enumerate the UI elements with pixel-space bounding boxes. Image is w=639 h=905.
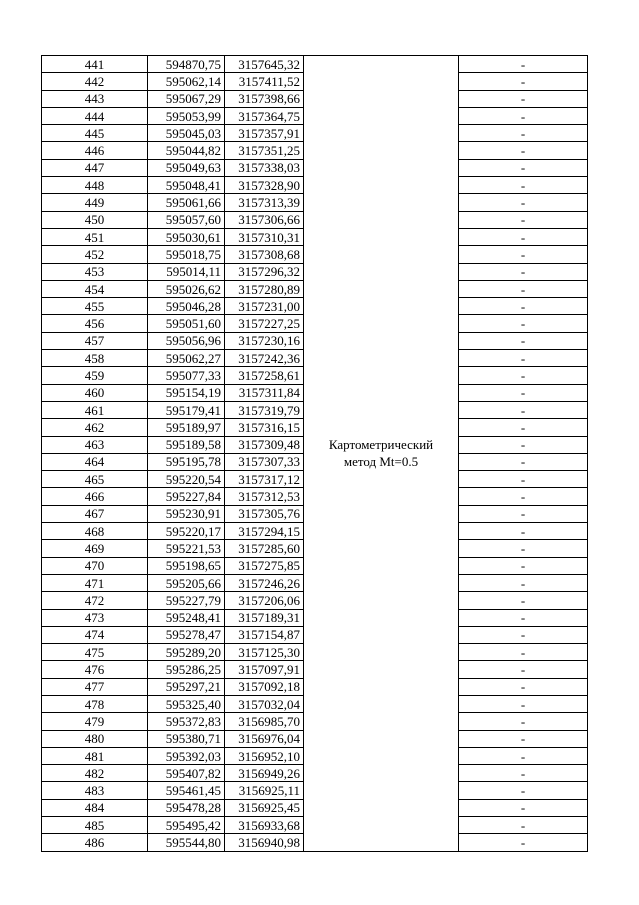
x-coordinate-cell: 595195,78	[148, 453, 225, 470]
x-coordinate-cell: 595221,53	[148, 540, 225, 557]
y-coordinate-cell: 3157319,79	[225, 401, 304, 418]
x-coordinate-cell: 594870,75	[148, 56, 225, 73]
y-coordinate-cell: 3157309,48	[225, 436, 304, 453]
point-number-cell: 448	[42, 177, 148, 194]
note-cell: -	[459, 488, 588, 505]
point-number-cell: 455	[42, 298, 148, 315]
x-coordinate-cell: 595372,83	[148, 713, 225, 730]
x-coordinate-cell: 595154,19	[148, 384, 225, 401]
point-number-cell: 463	[42, 436, 148, 453]
method-label-line1: Картометрический	[328, 437, 434, 453]
x-coordinate-cell: 595289,20	[148, 644, 225, 661]
point-number-cell: 473	[42, 609, 148, 626]
note-cell: -	[459, 471, 588, 488]
x-coordinate-cell: 595061,66	[148, 194, 225, 211]
x-coordinate-cell: 595189,58	[148, 436, 225, 453]
note-cell: -	[459, 695, 588, 712]
x-coordinate-cell: 595026,62	[148, 280, 225, 297]
y-coordinate-cell: 3156985,70	[225, 713, 304, 730]
point-number-cell: 484	[42, 799, 148, 816]
x-coordinate-cell: 595048,41	[148, 177, 225, 194]
point-number-cell: 454	[42, 280, 148, 297]
y-coordinate-cell: 3157351,25	[225, 142, 304, 159]
point-number-cell: 447	[42, 159, 148, 176]
x-coordinate-cell: 595198,65	[148, 557, 225, 574]
point-number-cell: 457	[42, 332, 148, 349]
point-number-cell: 459	[42, 367, 148, 384]
y-coordinate-cell: 3156952,10	[225, 747, 304, 764]
x-coordinate-cell: 595286,25	[148, 661, 225, 678]
point-number-cell: 483	[42, 782, 148, 799]
x-coordinate-cell: 595045,03	[148, 125, 225, 142]
point-number-cell: 449	[42, 194, 148, 211]
note-cell: -	[459, 574, 588, 591]
note-cell: -	[459, 765, 588, 782]
y-coordinate-cell: 3157227,25	[225, 315, 304, 332]
point-number-cell: 443	[42, 90, 148, 107]
point-number-cell: 444	[42, 107, 148, 124]
y-coordinate-cell: 3157097,91	[225, 661, 304, 678]
note-cell: -	[459, 125, 588, 142]
point-number-cell: 466	[42, 488, 148, 505]
x-coordinate-cell: 595230,91	[148, 505, 225, 522]
x-coordinate-cell: 595220,54	[148, 471, 225, 488]
y-coordinate-cell: 3157317,12	[225, 471, 304, 488]
point-number-cell: 452	[42, 246, 148, 263]
point-number-cell: 480	[42, 730, 148, 747]
note-cell: -	[459, 453, 588, 470]
note-cell: -	[459, 419, 588, 436]
y-coordinate-cell: 3157189,31	[225, 609, 304, 626]
point-number-cell: 470	[42, 557, 148, 574]
y-coordinate-cell: 3157032,04	[225, 695, 304, 712]
x-coordinate-cell: 595325,40	[148, 695, 225, 712]
note-cell: -	[459, 523, 588, 540]
point-number-cell: 446	[42, 142, 148, 159]
point-number-cell: 486	[42, 834, 148, 851]
y-coordinate-cell: 3157411,52	[225, 73, 304, 90]
x-coordinate-cell: 595407,82	[148, 765, 225, 782]
x-coordinate-cell: 595179,41	[148, 401, 225, 418]
y-coordinate-cell: 3157258,61	[225, 367, 304, 384]
point-number-cell: 460	[42, 384, 148, 401]
method-label-line2: метод Mt=0.5	[343, 454, 419, 470]
x-coordinate-cell: 595067,29	[148, 90, 225, 107]
note-cell: -	[459, 540, 588, 557]
note-cell: -	[459, 90, 588, 107]
y-coordinate-cell: 3156940,98	[225, 834, 304, 851]
point-number-cell: 475	[42, 644, 148, 661]
note-cell: -	[459, 817, 588, 834]
y-coordinate-cell: 3157310,31	[225, 228, 304, 245]
y-coordinate-cell: 3157275,85	[225, 557, 304, 574]
note-cell: -	[459, 228, 588, 245]
y-coordinate-cell: 3157230,16	[225, 332, 304, 349]
note-cell: -	[459, 644, 588, 661]
point-number-cell: 478	[42, 695, 148, 712]
note-cell: -	[459, 211, 588, 228]
coordinates-table-body	[42, 56, 588, 852]
table-row	[42, 56, 588, 73]
note-cell: -	[459, 56, 588, 73]
point-number-cell: 476	[42, 661, 148, 678]
point-number-cell: 451	[42, 228, 148, 245]
x-coordinate-cell: 595018,75	[148, 246, 225, 263]
x-coordinate-cell: 595044,82	[148, 142, 225, 159]
y-coordinate-cell: 3157398,66	[225, 90, 304, 107]
y-coordinate-cell: 3157246,26	[225, 574, 304, 591]
note-cell: -	[459, 782, 588, 799]
x-coordinate-cell: 595030,61	[148, 228, 225, 245]
point-number-cell: 441	[42, 56, 148, 73]
point-number-cell: 465	[42, 471, 148, 488]
y-coordinate-cell: 3157305,76	[225, 505, 304, 522]
y-coordinate-cell: 3157312,53	[225, 488, 304, 505]
point-number-cell: 481	[42, 747, 148, 764]
point-number-cell: 461	[42, 401, 148, 418]
x-coordinate-cell: 595461,45	[148, 782, 225, 799]
x-coordinate-cell: 595495,42	[148, 817, 225, 834]
x-coordinate-cell: 595392,03	[148, 747, 225, 764]
point-number-cell: 468	[42, 523, 148, 540]
y-coordinate-cell: 3156925,11	[225, 782, 304, 799]
y-coordinate-cell: 3157294,15	[225, 523, 304, 540]
y-coordinate-cell: 3157307,33	[225, 453, 304, 470]
note-cell: -	[459, 73, 588, 90]
y-coordinate-cell: 3157280,89	[225, 280, 304, 297]
y-coordinate-cell: 3157296,32	[225, 263, 304, 280]
note-cell: -	[459, 730, 588, 747]
point-number-cell: 445	[42, 125, 148, 142]
point-number-cell: 479	[42, 713, 148, 730]
note-cell: -	[459, 142, 588, 159]
note-cell: -	[459, 246, 588, 263]
point-number-cell: 471	[42, 574, 148, 591]
x-coordinate-cell: 595227,79	[148, 592, 225, 609]
x-coordinate-cell: 595014,11	[148, 263, 225, 280]
y-coordinate-cell: 3157328,90	[225, 177, 304, 194]
x-coordinate-cell: 595053,99	[148, 107, 225, 124]
y-coordinate-cell: 3156925,45	[225, 799, 304, 816]
y-coordinate-cell: 3157231,00	[225, 298, 304, 315]
y-coordinate-cell: 3157645,32	[225, 56, 304, 73]
point-number-cell: 482	[42, 765, 148, 782]
note-cell: -	[459, 315, 588, 332]
x-coordinate-cell: 595478,28	[148, 799, 225, 816]
x-coordinate-cell: 595205,66	[148, 574, 225, 591]
point-number-cell: 458	[42, 350, 148, 367]
x-coordinate-cell: 595248,41	[148, 609, 225, 626]
x-coordinate-cell: 595544,80	[148, 834, 225, 851]
note-cell: -	[459, 384, 588, 401]
point-number-cell: 450	[42, 211, 148, 228]
note-cell: -	[459, 280, 588, 297]
note-cell: -	[459, 592, 588, 609]
y-coordinate-cell: 3157154,87	[225, 626, 304, 643]
y-coordinate-cell: 3156976,04	[225, 730, 304, 747]
point-number-cell: 485	[42, 817, 148, 834]
note-cell: -	[459, 609, 588, 626]
point-number-cell: 464	[42, 453, 148, 470]
note-cell: -	[459, 436, 588, 453]
y-coordinate-cell: 3157308,68	[225, 246, 304, 263]
point-number-cell: 442	[42, 73, 148, 90]
x-coordinate-cell: 595380,71	[148, 730, 225, 747]
note-cell: -	[459, 194, 588, 211]
point-number-cell: 462	[42, 419, 148, 436]
x-coordinate-cell: 595056,96	[148, 332, 225, 349]
point-number-cell: 467	[42, 505, 148, 522]
x-coordinate-cell: 595062,14	[148, 73, 225, 90]
x-coordinate-cell: 595051,60	[148, 315, 225, 332]
note-cell: -	[459, 747, 588, 764]
x-coordinate-cell: 595220,17	[148, 523, 225, 540]
note-cell: -	[459, 350, 588, 367]
x-coordinate-cell: 595189,97	[148, 419, 225, 436]
note-cell: -	[459, 505, 588, 522]
note-cell: -	[459, 401, 588, 418]
note-cell: -	[459, 107, 588, 124]
point-number-cell: 469	[42, 540, 148, 557]
x-coordinate-cell: 595278,47	[148, 626, 225, 643]
note-cell: -	[459, 298, 588, 315]
y-coordinate-cell: 3156949,26	[225, 765, 304, 782]
x-coordinate-cell: 595062,27	[148, 350, 225, 367]
point-number-cell: 456	[42, 315, 148, 332]
point-number-cell: 474	[42, 626, 148, 643]
point-number-cell: 477	[42, 678, 148, 695]
note-cell: -	[459, 159, 588, 176]
y-coordinate-cell: 3157242,36	[225, 350, 304, 367]
note-cell: -	[459, 177, 588, 194]
method-cell	[304, 56, 459, 852]
y-coordinate-cell: 3157311,84	[225, 384, 304, 401]
note-cell: -	[459, 367, 588, 384]
note-cell: -	[459, 332, 588, 349]
x-coordinate-cell: 595227,84	[148, 488, 225, 505]
coordinates-table	[41, 55, 588, 852]
y-coordinate-cell: 3157313,39	[225, 194, 304, 211]
note-cell: -	[459, 678, 588, 695]
y-coordinate-cell: 3157285,60	[225, 540, 304, 557]
note-cell: -	[459, 557, 588, 574]
y-coordinate-cell: 3157357,91	[225, 125, 304, 142]
x-coordinate-cell: 595297,21	[148, 678, 225, 695]
x-coordinate-cell: 595057,60	[148, 211, 225, 228]
y-coordinate-cell: 3157316,15	[225, 419, 304, 436]
y-coordinate-cell: 3157306,66	[225, 211, 304, 228]
note-cell: -	[459, 799, 588, 816]
note-cell: -	[459, 263, 588, 280]
y-coordinate-cell: 3157364,75	[225, 107, 304, 124]
note-cell: -	[459, 834, 588, 851]
y-coordinate-cell: 3157092,18	[225, 678, 304, 695]
y-coordinate-cell: 3156933,68	[225, 817, 304, 834]
x-coordinate-cell: 595046,28	[148, 298, 225, 315]
point-number-cell: 453	[42, 263, 148, 280]
x-coordinate-cell: 595049,63	[148, 159, 225, 176]
note-cell: -	[459, 713, 588, 730]
y-coordinate-cell: 3157206,06	[225, 592, 304, 609]
y-coordinate-cell: 3157125,30	[225, 644, 304, 661]
y-coordinate-cell: 3157338,03	[225, 159, 304, 176]
note-cell: -	[459, 661, 588, 678]
point-number-cell: 472	[42, 592, 148, 609]
x-coordinate-cell: 595077,33	[148, 367, 225, 384]
note-cell: -	[459, 626, 588, 643]
